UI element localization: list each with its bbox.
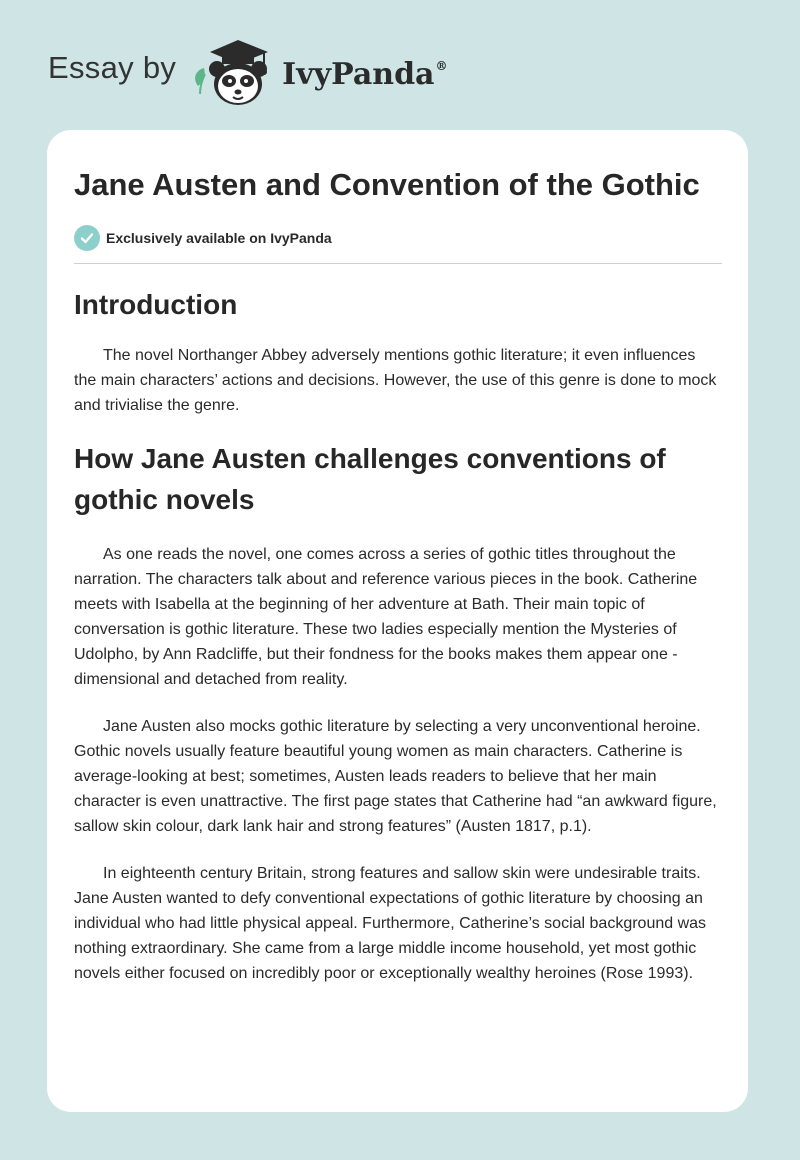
section-heading-introduction: Introduction	[74, 289, 238, 320]
essay-by-label: Essay by	[48, 50, 177, 85]
brand-name[interactable]	[282, 57, 447, 92]
exclusive-badge	[74, 225, 722, 251]
essay-card	[47, 130, 748, 1112]
exclusive-badge-label: Exclusively available on IvyPanda	[106, 230, 332, 246]
check-circle-icon	[74, 225, 100, 251]
brand-text: IvyPanda	[282, 56, 435, 92]
panda-logo-icon[interactable]	[190, 36, 276, 108]
paragraph: In eighteenth century Britain, strong features and sallow skin were undesirable traits. Jane Austen wanted to defy conventional expectations of gothic literature by choosing an individual who had little physical appeal. Furthermore, Catherine’s social background was nothing extraordinary. She came from a large middle income household, yet most gothic novels either focused on incredibly poor or exceptionally wealthy heroines (Rose 1993).	[74, 865, 707, 982]
paragraph: The novel Northanger Abbey adversely mentions gothic literature; it even influences the main characters’ actions and decisions. However, the use of this genre is done to mock and trivialise the genre.	[74, 347, 717, 414]
paragraph: Jane Austen also mocks gothic literature by selecting a very unconventional heroine. Gothic novels usually feature beautiful young women as main characters. Catherine is average-looking at best; sometimes, Austen leads readers to believe that her main character is even unattractive. The first page states that Catherine had “an awkward figure, sallow skin colour, dark lank hair and strong features” (Austen 1817, p.1).	[74, 718, 717, 835]
trademark-mark: ®	[435, 58, 448, 73]
section-heading-conventions: How Jane Austen challenges conventions of gothic novels	[74, 443, 666, 515]
page-title: Jane Austen and Convention of the Gothic	[74, 167, 700, 202]
paragraph: As one reads the novel, one comes across a series of gothic titles throughout the narration. The characters talk about and reference various pieces in the book. Catherine meets with Isabella at the beginning of her adventure at Bath. Their main topic of conversation is gothic literature. These two ladies especially mention the Mysteries of Udolpho, by Ann Radcliffe, but their fondness for the books makes them appear one - dimensional and detached from reality.	[74, 546, 698, 688]
title-divider	[74, 263, 722, 264]
site-header	[48, 36, 448, 108]
